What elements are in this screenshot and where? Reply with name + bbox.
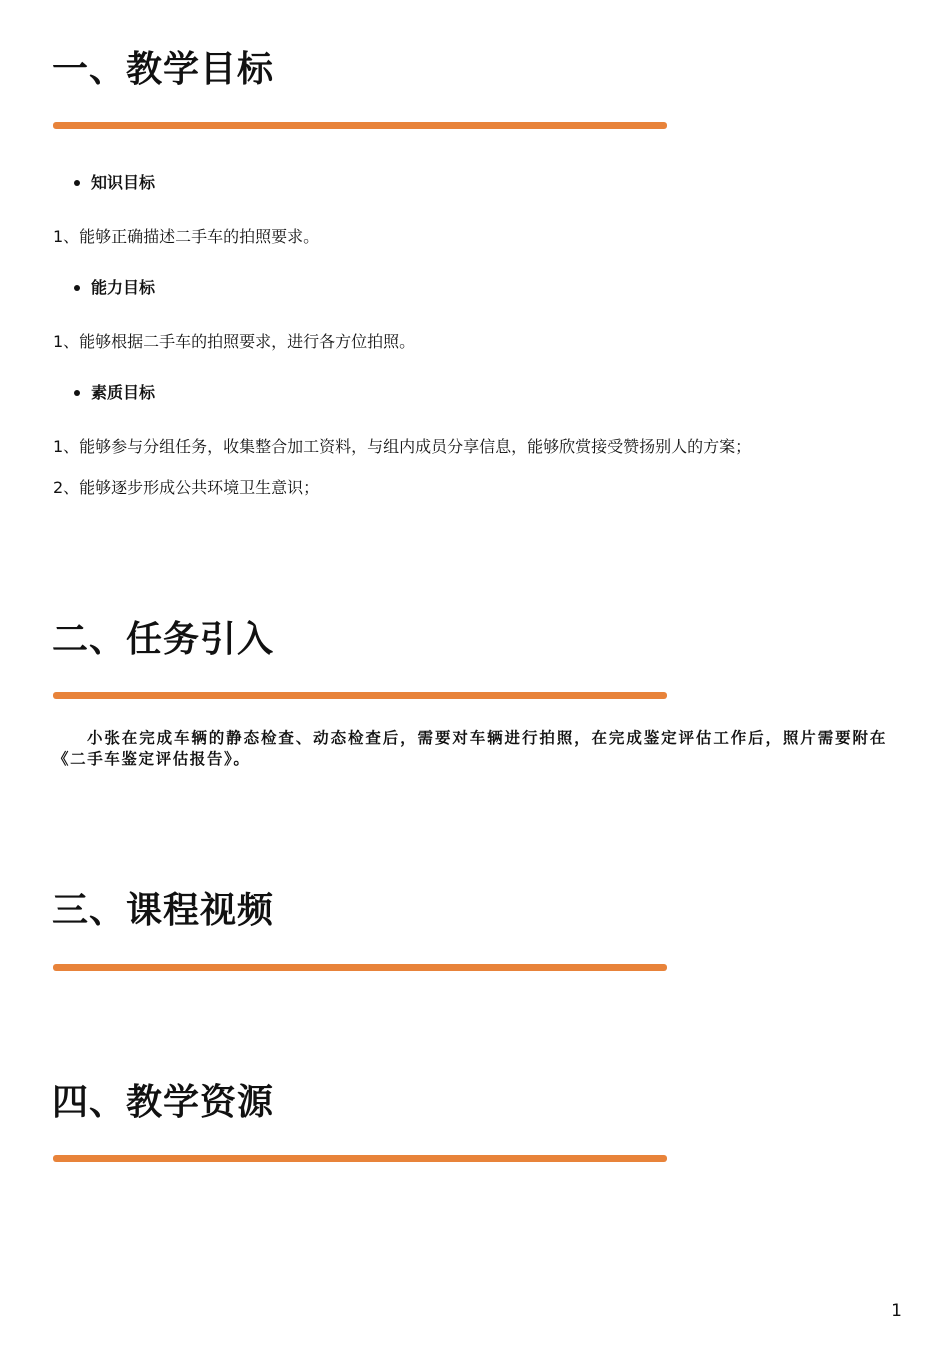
section-title-task-intro: 二、任务引入 [52, 619, 275, 660]
quality-objective-heading [74, 382, 155, 404]
quality-objective-item: 2、能够逐步形成公共环境卫生意识； [53, 478, 320, 497]
knowledge-objective-heading [74, 172, 155, 194]
section-title-course-video: 三、课程视频 [52, 890, 275, 931]
section-divider [53, 122, 667, 129]
ability-objective-heading [74, 277, 155, 299]
knowledge-objective-item: 1、能够正确描述二手车的拍照要求。 [53, 227, 320, 246]
ability-objective-label: 能力目标 [91, 278, 156, 297]
task-intro-paragraph: 小张在完成车辆的静态检查、动态检查后，需要对车辆进行拍照，在完成鉴定评估工作后，照片需要附在《二手车鉴定评估报告》。 [53, 728, 887, 768]
section-divider [53, 1155, 667, 1162]
ability-objective-item: 1、能够根据二手车的拍照要求，进行各方位拍照。 [53, 332, 416, 351]
quality-objective-item: 1、能够参与分组任务，收集整合加工资料，与组内成员分享信息，能够欣赏接受赞扬别人的方案； [53, 437, 752, 456]
section-divider [53, 964, 667, 971]
quality-objective-label: 素质目标 [91, 383, 156, 402]
bullet-icon [74, 390, 80, 396]
section-divider [53, 692, 667, 699]
page-number: 1 [891, 1301, 902, 1321]
section-title-teaching-objectives: 一、教学目标 [52, 49, 275, 90]
bullet-icon [74, 180, 80, 186]
knowledge-objective-label: 知识目标 [91, 173, 156, 192]
bullet-icon [74, 285, 80, 291]
section-title-teaching-resources: 四、教学资源 [52, 1082, 275, 1123]
